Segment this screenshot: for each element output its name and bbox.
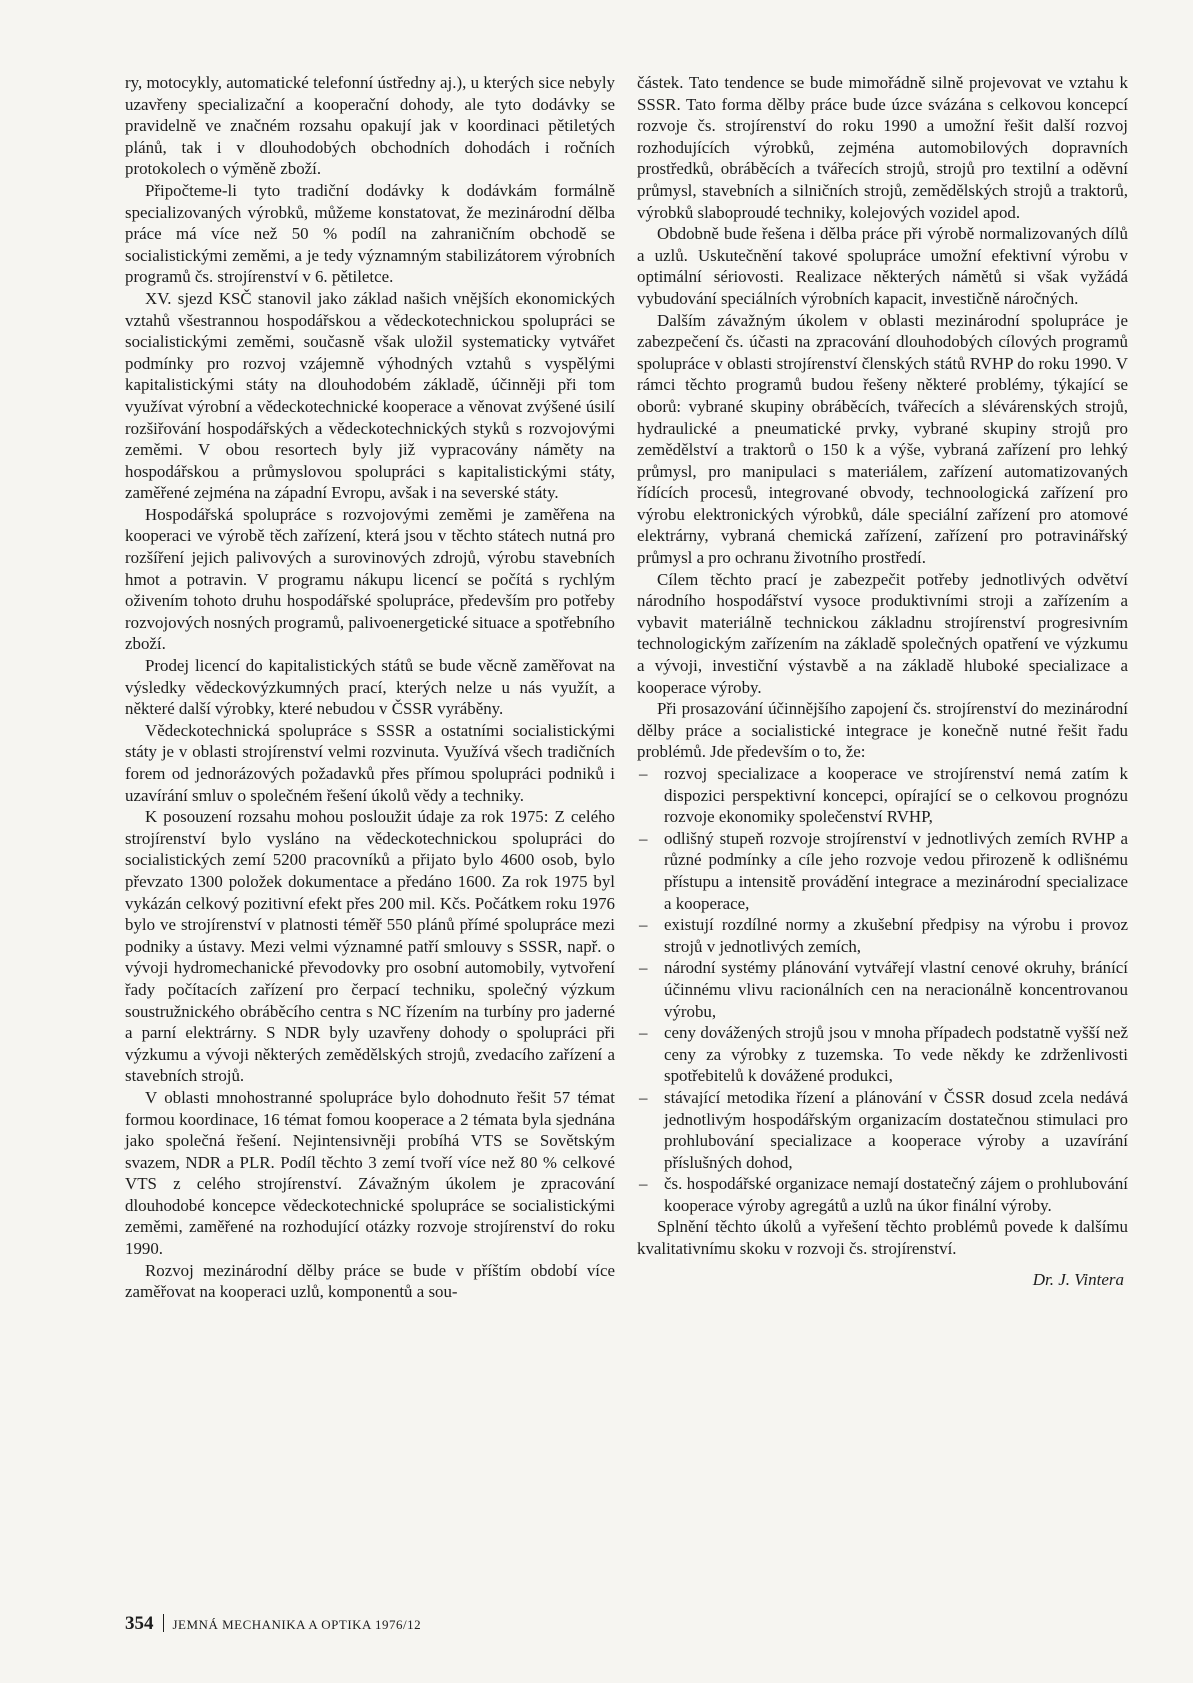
paragraph: V oblasti mnohostranné spolupráce bylo dohodnuto řešit 57 témat formou koordinace, 16 témat fomou kooperace a 2 témata byla sjednána jako společná řešení. Nejintensivněji probíhá VTS se Sovětským svazem, NDR a PLR. Podíl těchto 3 zemí tvoří více než 80 % celkové VTS z celého strojírenství. Závažným úkolem je zpracování dlouhodobé koncepce vědeckotechnické spolupráce se socialistickými zeměmi, zaměřené na rozhodující otázky rozvoje strojírenství do roku 1990. (125, 1087, 615, 1259)
publication-name: JEMNÁ MECHANIKA A OPTIKA 1976/12 (172, 1617, 422, 1632)
paragraph: ry, motocykly, automatické telefonní ústředny aj.), u kterých sice nebyly uzavřeny specializační a kooperační dohody, ale tyto dodávky se pravidelně ve značném rozsahu opakují jak v koordinaci pětiletých plánů, tak i v dlouhodobých obchodních dohodách i ročních protokolech o výměně zboží. (125, 73, 615, 179)
list-item: – národní systémy plánování vytvářejí vlastní cenové okruhy, bránící účinnému vlivu racionálních cen na neracionálně koncentrovanou výrobu, (637, 957, 1128, 1022)
left-column (125, 72, 615, 1303)
paragraph: K posouzení rozsahu mohou posloužit údaje za rok 1975: Z celého strojírenství bylo vysláno na vědeckotechnickou spolupráci do socialistických zemí 5200 pracovníků a přijato bylo 4600 osob, bylo převzato 1300 položek dokumentace a předáno 1600. Za rok 1975 byl vykázán celkový pozitivní efekt přes 200 mil. Kčs. Počátkem roku 1976 bylo ve strojírenství v platnosti téměř 550 plánů přímé spolupráce mezi podniky a ústavy. Mezi velmi významné patří smlouvy s SSSR, např. o vývoji hydromechanické převodovky pro osobní automobily, vytvoření řady počítacích zařízení pro čerpací techniku, společný výzkum soustružnického obráběcího centra s NC řízením na turbíny pro jaderné a parní elektrárny. S NDR byly uzavřeny dohody o spolupráci při výzkumu a vývoji některých zemědělských strojů, zvedacího zařízení a stavebních strojů. (125, 807, 615, 1086)
paragraph: Při prosazování účinnějšího zapojení čs. strojírenství do mezinárodní dělby práce a socialistické integrace je konečně nutné řešit řadu problémů. Jde především o to, že: (637, 699, 1128, 762)
paragraph: Rozvoj mezinárodní dělby práce se bude v příštím období více zaměřovat na kooperaci uzlů, komponentů a sou- (125, 1260, 615, 1302)
list-item: – čs. hospodářské organizace nemají dostatečný zájem o prohlubování kooperace výroby agregátů a uzlů na úkor finální výroby. (637, 1173, 1128, 1216)
author-signature: Dr. J. Vintera (1032, 1269, 1124, 1289)
problem-list (637, 763, 1128, 1216)
paragraph: Prodej licencí do kapitalistických států se bude věcně zaměřovat na výsledky vědeckovýzkumných prací, kterých nelze u nás využít, a některé další výrobky, které nebudou v ČSSR vyráběny. (125, 656, 615, 719)
list-item: – odlišný stupeň rozvoje strojírenství v jednotlivých zemích RVHP a různé podmínky a cíle jeho rozvoje vedou přirozeně k odlišnému přístupu a intensitě provádění integrace a mezinárodní specializace a kooperace, (637, 828, 1128, 914)
paragraph: Připočteme-li tyto tradiční dodávky k dodávkám formálně specializovaných výrobků, můžeme konstatovat, že mezinárodní dělba práce má více než 50 % podíl na zahraničním obchodě se socialistickými zeměmi, a je tedy významným stabilizátorem výrobních programů čs. strojírenství v 6. pětiletce. (125, 180, 615, 287)
paragraph: Hospodářská spolupráce s rozvojovými zeměmi je zaměřena na kooperaci ve výrobě těch zařízení, která jsou v těchto státech nutná pro rozšíření jejich palivových a surovinových zdrojů, výrobu stavebních hmot a potravin. V programu nákupu licencí se počítá s rychlým oživením tohoto druhu hospodářské spolupráce, především pro potřeby rozvojových nosných programů, palivoenergetické situace a spotřebního zboží. (125, 504, 615, 654)
paragraph: částek. Tato tendence se bude mimořádně silně projevovat ve vztahu k SSSR. Tato forma dělby práce bude úzce svázána s celkovou koncepcí rozvoje čs. strojírenství do roku 1990 a umožní řešit další rozvoj rozhodujících výrobků, zejména automobilových dopravních prostředků, obráběcích a tvářecích strojů, strojů pro textilní a oděvní průmysl, stavebních a silničních strojů, zemědělských strojů a traktorů, výrobků slaboproudé techniky, kolejových vozidel apod. (637, 73, 1128, 222)
closing-paragraph: Splnění těchto úkolů a vyřešení těchto problémů povede k dalšímu kvalitativnímu skoku v rozvoji čs. strojírenství. (637, 1217, 1128, 1259)
list-item: – existují rozdílné normy a zkušební předpisy na výrobu i provoz strojů v jednotlivých zemích, (637, 914, 1128, 957)
paragraph: Cílem těchto prací je zabezpečit potřeby jednotlivých odvětví národního hospodářství vysoce produktivními stroji a zařízením a vybavit materiálně technickou základnu strojírenství progresivním technologickým zařízením na základě společných opatření ve výzkumu a vývoji, investiční výstavbě a na základě hluboké specializace a kooperace výroby. (637, 569, 1128, 697)
list-item: – stávající metodika řízení a plánování v ČSSR dosud zcela nedává jednotlivým hospodářským organizacím dostatečnou stimulaci pro prohlubování specializace a kooperace výroby a uzavírání příslušných dohod, (637, 1087, 1128, 1173)
paragraph: XV. sjezd KSČ stanovil jako základ našich vnějších ekonomických vztahů všestrannou hospodářskou a vědeckotechnickou spolupráci se socialistickými zeměmi, současně však uložil systematicky vytvářet podmínky pro rozvoj vzájemně výhodných vztahů s vyspělými kapitalistickými státy na dlouhodobém základě, účinněji při tom využívat výrobní a vědeckotechnické kooperace a věnovat zvýšené úsilí rozšiřování hospodářských a vědeckotechnických styků s rozvojovými zeměmi. V obou resortech byly již vypracovány náměty na hospodářskou a průmyslovou spolupráci s kapitalistickými státy, zaměřené zejména na západní Evropu, avšak i na severské státy. (125, 288, 615, 503)
paragraph: Dalším závažným úkolem v oblasti mezinárodní spolupráce je zabezpečení čs. účasti na zpracování dlouhodobých cílových programů spolupráce v oblasti strojírenství členských států RVHP do roku 1990. V rámci těchto programů budou řešeny některé problémy, týkající se oborů: vybrané skupiny obráběcích, tvářecích a slévárenských strojů, hydraulické a pneumatické prvky, vybrané skupiny strojů pro zemědělství a traktorů o 150 k a výše, vybraná zařízení pro lehký průmysl, pro manipulaci s materiálem, zařízení automatizovaných řídících procesů, integrované obvody, technoologická zařízení pro výrobu elektronických výrobků, dále speciální zařízení pro atomové elektrárny, vybraná chemická zařízení, zařízení pro potravinářský průmysl a pro ochranu životního prostředí. (637, 310, 1128, 568)
page-number: 354 (125, 1613, 154, 1634)
list-item: – rozvoj specializace a kooperace ve strojírenství nemá zatím k dispozici perspektivní koncepci, opírající se o celkovou prognózu rozvoje ekonomiky společenství RVHP, (637, 763, 1128, 828)
paragraph: Vědeckotechnická spolupráce s SSSR a ostatními socialistickými státy je v oblasti strojírenství velmi rozvinuta. Využívá všech tradičních forem od jednorázových požadavků přes přímou spolupráci podniků i uzavírání smluv o společném řešení úkolů vědy a techniky. (125, 720, 615, 805)
list-item: – ceny dovážených strojů jsou v mnoha případech podstatně vyšší než ceny za výrobky z tuzemska. To vede někdy ke zdrženlivosti spotřebitelů k dovážené produkci, (637, 1022, 1128, 1087)
right-column (637, 72, 1128, 1290)
paragraph: Obdobně bude řešena i dělba práce při výrobě normalizovaných dílů a uzlů. Uskutečnění takové spolupráce umožní efektivní výrobu v optimální sériovosti. Realizace některých námětů si však vyžádá vybudování speciálních výrobních kapacit, investičně náročných. (637, 224, 1128, 308)
page-footer (125, 1613, 421, 1635)
footer-divider (163, 1614, 164, 1632)
